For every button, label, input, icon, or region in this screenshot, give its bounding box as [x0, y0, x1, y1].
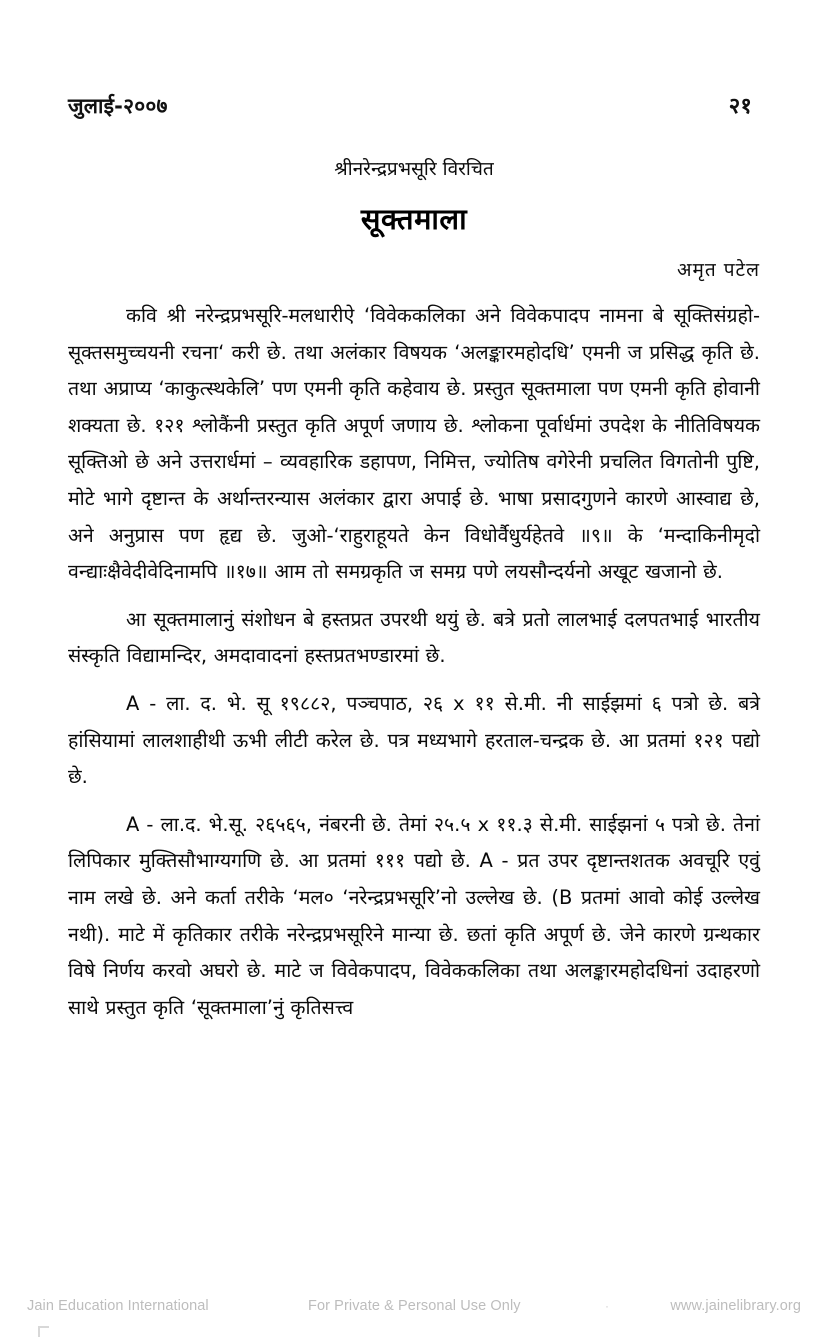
page-title: सूक्तमाला: [360, 201, 468, 236]
footer-usage-notice: For Private & Personal Use Only: [308, 1298, 521, 1314]
footer-organization: Jain Education International: [27, 1298, 209, 1314]
page-number: २१: [728, 94, 752, 119]
page-footer: [0, 1292, 828, 1320]
running-head: [68, 96, 760, 130]
issue-date: जुलाई-२००७: [68, 94, 168, 118]
title-block: [68, 158, 760, 256]
body-text: [68, 298, 760, 1026]
paragraph-3: A - ला. द. भे. सू १९८८२, पञ्चपाठ, २६ x ११ से.मी. नी साईझमां ६ पत्रो छे. बत्रे हांसियामां लालशाहीथी ऊभी लीटी करेल छे. पत्र मध्यभागे हरताल-चन्द्रक छे. आ प्रतमां १२१ पद्यो छे.: [68, 691, 760, 789]
footer-separator-dot: ·: [605, 1299, 610, 1313]
paragraph-4: A - ला.द. भे.सू. २६५६५, नंबरनी छे. तेमां २५.५ x ११.३ से.मी. साईझनां ५ पत्रो छे. तेनां लिपिकार मुक्तिसौभाग्यगणि छे. आ प्रतमां १११ पद्यो छे. A - प्रत उपर दृष्टान्तशतक अवचूरि एवुं नाम लखे छे. अने कर्ता तरीके ‘मल० ‘नरेन्द्रप्रभसूरि’नो उल्लेख छे. (B प्रतमां आवो कोई उल्लेख नथी). माटे में कृतिकार तरीके नरेन्द्रप्रभसूरिने मान्या छे. छतां कृति अपूर्ण छे. जेने कारणे ग्रन्थकार विषे निर्णय करवो अघरो छे. माटे ज विवेकपादप, विवेककलिका तथा अलङ्कारमहोदधिनां उदाहरणो साथे प्रस्तुत कृति ‘सूक्तमाला’नुं कृतिसत्त्व: [68, 812, 760, 1019]
scan-corner-mark: [38, 1326, 49, 1337]
author-byline: अमृत पटेल: [677, 259, 760, 281]
paragraph-1: कवि श्री नरेन्द्रप्रभसूरि-मलधारीऐ ‘विवेककलिका अने विवेकपादप नामना बे सूक्तिसंग्रहो-सूक्तसमुच्चयनी रचना‘ करी छे. तथा अलंकार विषयक ‘अलङ्कारमहोदधि’ एमनी ज प्रसिद्ध कृति छे. तथा अप्राप्य ‘काकुत्स्थकेलि’ पण एमनी कृति कहेवाय छे. प्रस्तुत सूक्तमाला पण एमनी कृति होवानी शक्यता छे. १२१ श्लोकैंनी प्रस्तुत कृति अपूर्ण जणाय छे. श्लोकना पूर्वार्धमां उपदेश के नीतिविषयक सूक्तिओ छे अने उत्तरार्धमां – व्यवहारिक डहापण, निमित्त, ज्योतिष वगेरेनी प्रचलित विगतोनी पुष्टि, मोटे भागे दृष्टान्त के अर्थान्तरन्यास अलंकार द्वारा अपाई छे. भाषा प्रसादगुणने कारणे आस्वाद्य छे, अने अनुप्रास पण हृद्य छे. जुओ-‘राहुराहूयते केन विधोर्वैधुर्यहेतवे ॥९॥ के ‘मन्दाकिनीमृदो वन्द्याःक्षैवेदीवेदिनामपि ॥१७॥ आम तो समग्रकृति ज समग्र पणे लयसौन्दर्यनो अखूट खजानो छे.: [68, 304, 760, 584]
attribution-line: श्रीनरेन्द्रप्रभसूरि विरचित: [334, 158, 494, 180]
footer-website-link[interactable]: www.jainelibrary.org: [670, 1298, 801, 1314]
paragraph-2: आ सूक्तमालानुं संशोधन बे हस्तप्रत उपरथी थयुं छे. बत्रे प्रतो लालभाई दलपतभाई भारतीय संस्कृति विद्यामन्दिर, अमदावादनां हस्तप्रतभण्डारमां छे.: [68, 607, 760, 668]
